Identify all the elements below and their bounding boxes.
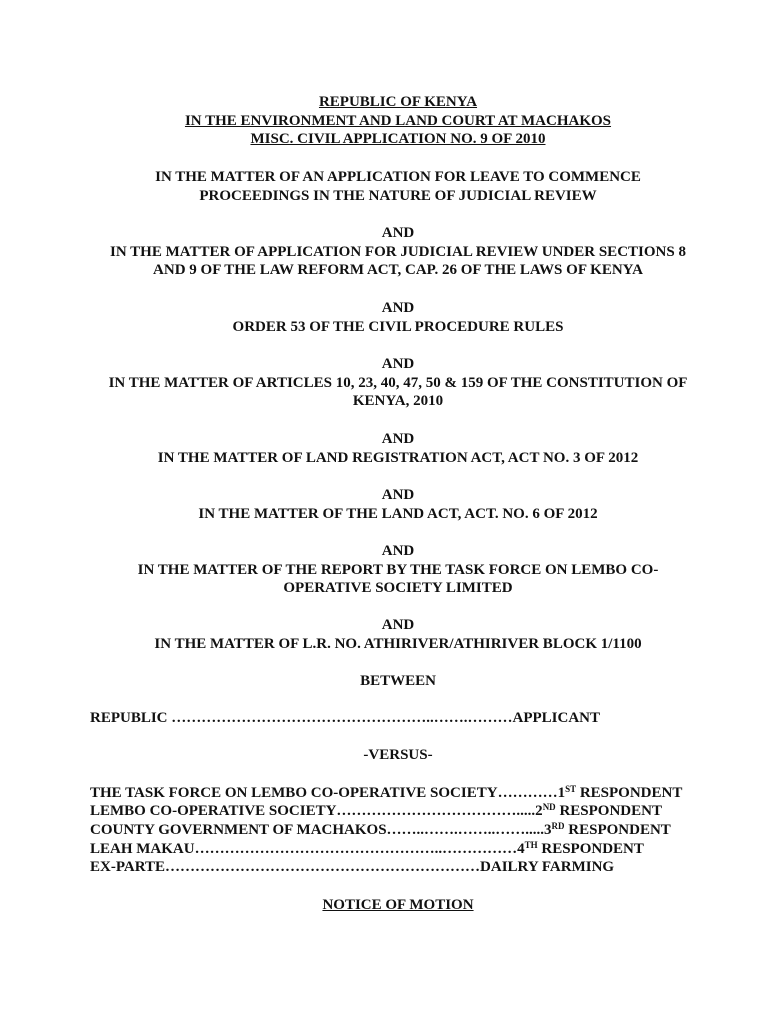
and-separator: AND <box>381 617 415 633</box>
court-heading: IN THE ENVIRONMENT AND LAND COURT AT MACHAKOS <box>184 112 612 129</box>
matter-land-parcel: AND IN THE MATTER OF L.R. NO. ATHIRIVER/ATHIRIVER BLOCK 1/1100 <box>60 616 736 653</box>
matter-judicial-review-leave: IN THE MATTER OF AN APPLICATION FOR LEAVE TO COMMENCE PROCEEDINGS IN THE NATURE OF JUDICIAL REVIEW <box>155 169 641 204</box>
versus-heading: -VERSUS- <box>363 747 433 763</box>
and-separator: AND <box>381 543 415 559</box>
matter-order-53: AND ORDER 53 OF THE CIVIL PROCEDURE RULES <box>60 299 736 336</box>
matter-land-registration-act: AND IN THE MATTER OF LAND REGISTRATION ACT, ACT NO. 3 OF 2012 <box>60 430 736 467</box>
and-separator: AND <box>381 356 415 372</box>
respondent-2-line: LEMBO CO-OPERATIVE SOCIETY……………………………….....2ND RESPONDENT <box>90 802 662 819</box>
notice-of-motion-heading: NOTICE OF MOTION <box>322 897 474 913</box>
and-separator: AND <box>381 431 415 447</box>
respondent-3-line: COUNTY GOVERNMENT OF MACHAKOS……..…….……..…….....3RD RESPONDENT <box>90 821 671 838</box>
applicant-line: REPUBLIC ……………………………………………..…….………APPLICANT <box>90 710 601 726</box>
and-separator: AND <box>381 300 415 316</box>
document-header <box>60 93 736 149</box>
and-separator: AND <box>381 487 415 503</box>
case-number: MISC. CIVIL APPLICATION NO. 9 OF 2010 <box>250 131 546 148</box>
ex-parte-line: EX-PARTE………………………………………………………DAILRY FARMING <box>90 859 615 875</box>
matter-constitution-articles: AND IN THE MATTER OF ARTICLES 10, 23, 40, 47, 50 & 159 OF THE CONSTITUTION OF KENYA, 2010 <box>60 355 736 411</box>
between-heading: BETWEEN <box>360 673 436 689</box>
matter-task-force-report: AND IN THE MATTER OF THE REPORT BY THE TASK FORCE ON LEMBO CO- OPERATIVE SOCIETY LIMITED <box>60 542 736 598</box>
respondent-1-line: THE TASK FORCE ON LEMBO CO-OPERATIVE SOCIETY…………1ST RESPONDENT <box>90 784 683 801</box>
matter-land-act: AND IN THE MATTER OF THE LAND ACT, ACT. NO. 6 OF 2012 <box>60 486 736 523</box>
and-separator: AND <box>381 225 415 241</box>
respondent-4-line: LEAH MAKAU…………………………………………..……………4TH RESPONDENT <box>90 840 644 857</box>
matter-law-reform-act: AND IN THE MATTER OF APPLICATION FOR JUDICIAL REVIEW UNDER SECTIONS 8 AND 9 OF THE LAW REFORM ACT, CAP. 26 OF THE LAWS OF KENYA <box>60 224 736 280</box>
republic-heading: REPUBLIC OF KENYA <box>318 94 478 110</box>
